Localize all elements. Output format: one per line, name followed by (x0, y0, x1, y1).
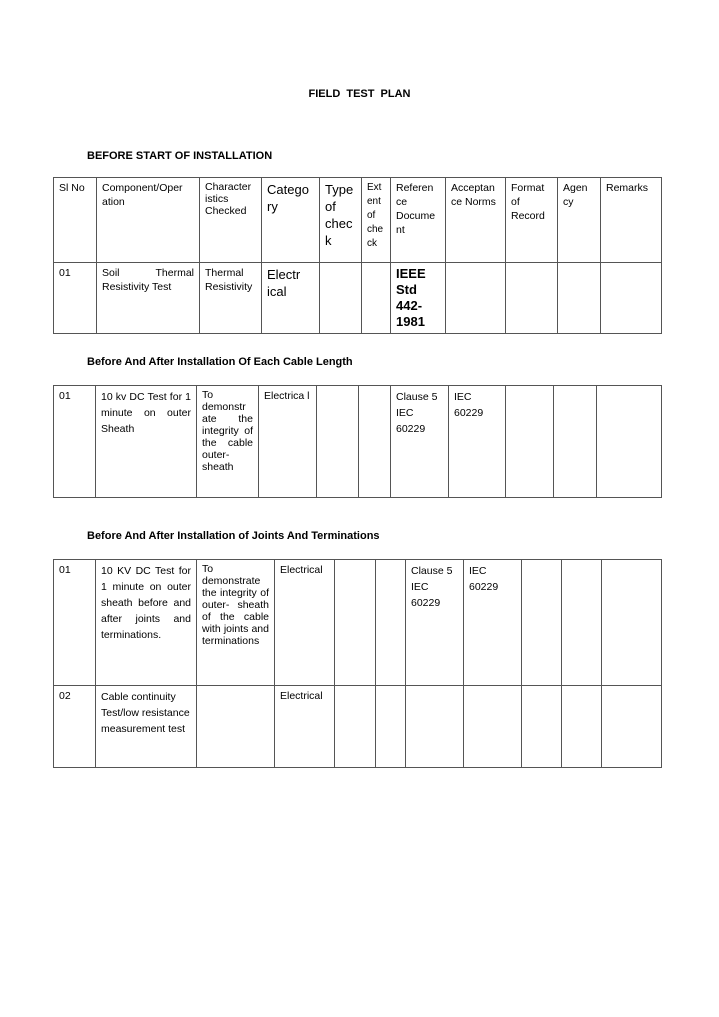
header-extent-of-check: Ext ent of che ck (362, 178, 391, 263)
header-acceptance-norms: Acceptan ce Norms (446, 178, 506, 263)
cell-characteristics: Thermal Resistivity (200, 263, 262, 334)
table-before-installation (53, 177, 662, 334)
header-component: Component/Oper ation (97, 178, 200, 263)
cell-sl-no: 02 (54, 686, 96, 768)
cell-component: 10 kv DC Test for 1 minute on outer Sheath (96, 386, 197, 498)
cell-format-of-record (506, 386, 554, 498)
cell-extent-of-check (362, 263, 391, 334)
cell-reference-document: Clause 5 IEC 60229 (391, 386, 449, 498)
cell-extent-of-check (376, 560, 406, 686)
cell-component: 10 KV DC Test for 1 minute on outer sheath before and after joints and terminations. (96, 560, 197, 686)
cell-category: Electrical (275, 560, 335, 686)
table-joints-terminations (53, 559, 662, 768)
section-heading-before-installation: BEFORE START OF INSTALLATION (87, 150, 273, 162)
table-row (54, 686, 662, 768)
cell-agency (562, 560, 602, 686)
cell-type-of-check (320, 263, 362, 334)
section-heading-each-cable-length: Before And After Installation Of Each Cable Length (87, 356, 353, 368)
cell-extent-of-check (376, 686, 406, 768)
cell-acceptance-norms: IEC 60229 (449, 386, 506, 498)
cell-characteristics: To demonstr ate the integrity of the cable outer- sheath (197, 386, 259, 498)
cell-format-of-record (522, 560, 562, 686)
cell-agency (554, 386, 597, 498)
table-row (54, 560, 662, 686)
header-type-of-check: Type of chec k (320, 178, 362, 263)
header-agency: Agen cy (558, 178, 601, 263)
cell-type-of-check (317, 386, 359, 498)
cell-type-of-check (335, 686, 376, 768)
cell-component: Cable continuity Test/low resistance measurement test (96, 686, 197, 768)
cell-format-of-record (506, 263, 558, 334)
cell-extent-of-check (359, 386, 391, 498)
cell-acceptance-norms (446, 263, 506, 334)
header-sl-no: Sl No (54, 178, 97, 263)
cell-reference-document: Clause 5 IEC 60229 (406, 560, 464, 686)
table-row (54, 386, 662, 498)
cell-category: Electrica l (259, 386, 317, 498)
cell-remarks (602, 560, 662, 686)
cell-component: Soil Thermal Resistivity Test (97, 263, 200, 334)
table-header-row (54, 178, 662, 263)
header-remarks: Remarks (601, 178, 662, 263)
cell-remarks (602, 686, 662, 768)
table-row (54, 263, 662, 334)
header-format-of-record: Format of Record (506, 178, 558, 263)
header-characteristics: Character istics Checked (200, 178, 262, 263)
cell-acceptance-norms: IEC 60229 (464, 560, 522, 686)
cell-agency (558, 263, 601, 334)
page-title: FIELD TEST PLAN (308, 88, 411, 100)
cell-acceptance-norms (464, 686, 522, 768)
cell-remarks (601, 263, 662, 334)
table-each-cable-length (53, 385, 662, 498)
cell-type-of-check (335, 560, 376, 686)
section-heading-joints-terminations: Before And After Installation of Joints And Terminations (87, 530, 380, 542)
cell-category: Electr ical (262, 263, 320, 334)
cell-remarks (597, 386, 662, 498)
cell-format-of-record (522, 686, 562, 768)
cell-reference-document (406, 686, 464, 768)
header-category: Catego ry (262, 178, 320, 263)
cell-sl-no: 01 (54, 386, 96, 498)
header-reference-document: Referen ce Docume nt (391, 178, 446, 263)
cell-reference-document: IEEE Std 442- 1981 (391, 263, 446, 334)
cell-characteristics (197, 686, 275, 768)
cell-agency (562, 686, 602, 768)
cell-category: Electrical (275, 686, 335, 768)
cell-sl-no: 01 (54, 560, 96, 686)
cell-sl-no: 01 (54, 263, 97, 334)
cell-characteristics: To demonstrate the integrity of outer- sheath of the cable with joints and terminations (197, 560, 275, 686)
